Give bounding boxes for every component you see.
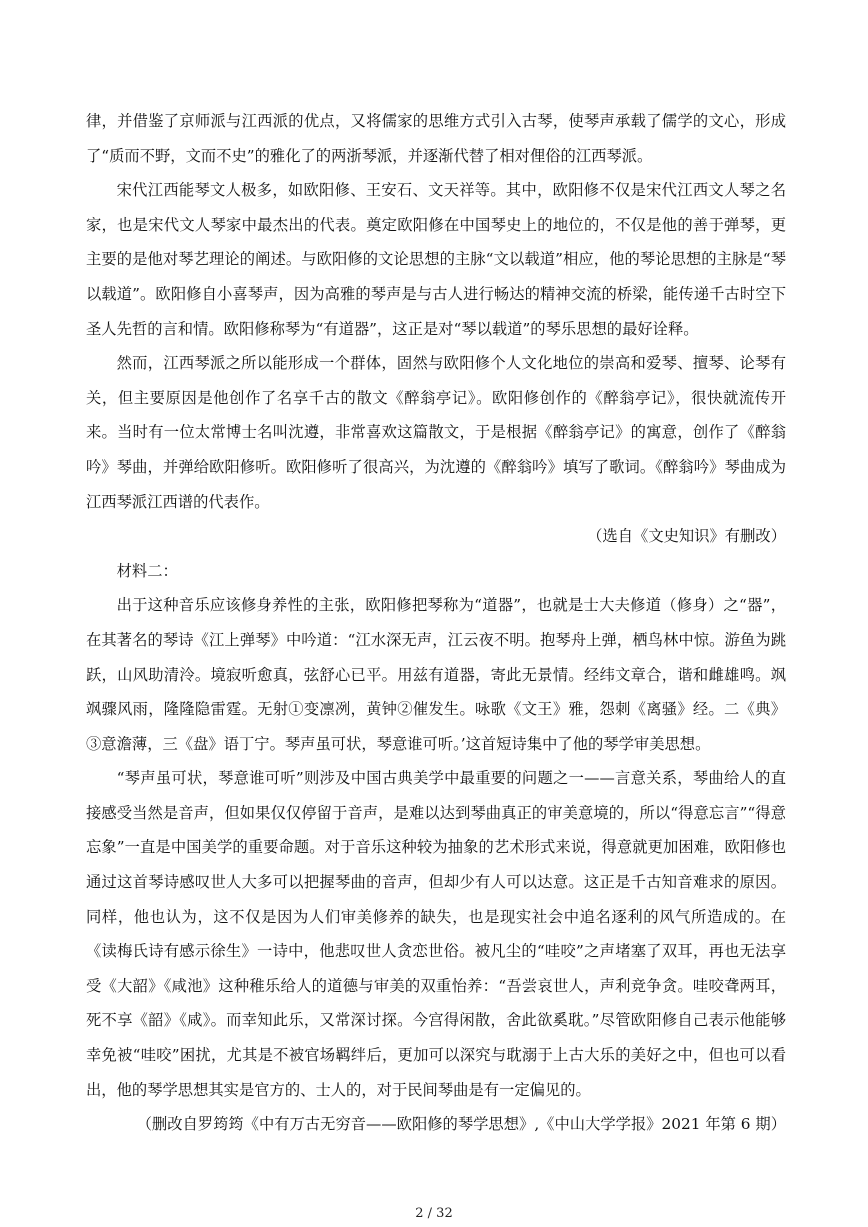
paragraph-jiangxi-scholars: 宋代江西能琴文人极多，如欧阳修、王安石、文天祥等。其中，欧阳修不仅是宋代江西文人琴之名家，也是宋代文人琴家中最杰出的代表。奠定欧阳修在中国琴史上的地位的，不仅是他的善于弹琴，更主要的是他对琴艺理论的阐述。与欧阳修的文论思想的主脉“文以载道”相应，他的琴论思想的主脉是“琴以载道”。欧阳修自小喜琴声，因为高雅的琴声是与古人进行畅达的精神交流的桥梁，能传递千古时空下圣人先哲的言和情。欧阳修称琴为“有道器”，这正是对“琴以载道”的琴乐思想的最好诠释。 [86, 181, 786, 338]
paragraph-dao-qi: 出于这种音乐应该修身养性的主张，欧阳修把琴称为“道器”，也就是士大夫修道（修身）之“器”，在其著名的琴诗《江上弹琴》中吟道：“江水深无声，江云夜不明。抱琴舟上弹，栖鸟林中惊。游鱼为跳跃，山风助清泠。境寂听愈真，弦舒心已平。用兹有道器，寄此无景情。经纬文章合，谐和雌雄鸣。飒飒骤风雨，隆隆隐雷霆。无射①变凛冽，黄钟②催发生。咏歌《文王》雅，怨刺《离骚》经。二《典》③意澹薄，三《盘》语丁宁。琴声虽可状，琴意谁可听。’这首短诗集中了他的琴学审美思想。 [86, 596, 786, 753]
page-number: 2 / 32 [415, 1206, 453, 1221]
material-2-label: 材料二： [116, 561, 178, 580]
paragraph-yan-yi: “琴声虽可状，琴意谁可听”则涉及中国古典美学中最重要的问题之一——言意关系，琴曲给人的直接感受当然是音声，但如果仅仅停留于音声，是难以达到琴曲真正的审美意境的，所以“得意忘言”“得意忘象”一直是中国美学的重要命题。对于音乐这种较为抽象的艺术形式来说，得意就更加困难，欧阳修也通过这首琴诗感叹世人大多可以把握琴曲的音声，但却少有人可以达意。这正是千古知音难求的原因。同样，他也认为，这不仅是因为人们审美修养的缺失，也是现实社会中追名逐利的风气所造成的。在《读梅氏诗有感示徐生》一诗中，他悲叹世人贪恋世俗。被凡尘的“哇咬”之声堵塞了双耳，再也无法享受《大韶》《咸池》这种稚乐给人的道德与审美的双重怡养：“吾尝哀世人，声利竞争贪。哇咬聋两耳，死不享《韶》《咸》。而幸知此乐，又常深讨探。今宫得闲散，舍此欲奚耽。”尽管欧阳修自己表示他能够幸免被“哇咬”困扰，尤其是不被官场羁绊后，更加可以深究与耽溺于上古大乐的美好之中，但也可以看出，他的琴学思想其实是官方的、士人的，对于民间琴曲是有一定偏见的。 [86, 769, 786, 1099]
source-citation-2: （删改自罗筠筠《中有万古无穷音——欧阳修的琴学思想》,《中山大学学报》2021 年第 6 期） [136, 1115, 786, 1134]
paragraph-continuation: 律，并借鉴了京师派与江西派的优点，又将儒家的思维方式引入古琴，使琴声承载了儒学的文心，形成了“质而不野，文而不史”的雅化了的两浙琴派，并逐渐代替了相对俚俗的江西琴派。 [86, 112, 786, 165]
paragraph-zuiweng: 然而，江西琴派之所以能形成一个群体，固然与欧阳修个人文化地位的崇高和爱琴、擅琴、论琴有关，但主要原因是他创作了名享千古的散文《醉翁亭记》。欧阳修创作的《醉翁亭记》，很快就流传开来。当时有一位太常博士名叫沈遵，非常喜欢这篇散文，于是根据《醉翁亭记》的寓意，创作了《醉翁吟》琴曲，并弹给欧阳修听。欧阳修听了很高兴，为沈遵的《醉翁吟》填写了歌词。《醉翁吟》琴曲成为江西琴派江西谱的代表作。 [86, 354, 786, 511]
source-citation-1: （选自《文史知识》有删改） [587, 527, 786, 546]
document-body [86, 104, 786, 1142]
